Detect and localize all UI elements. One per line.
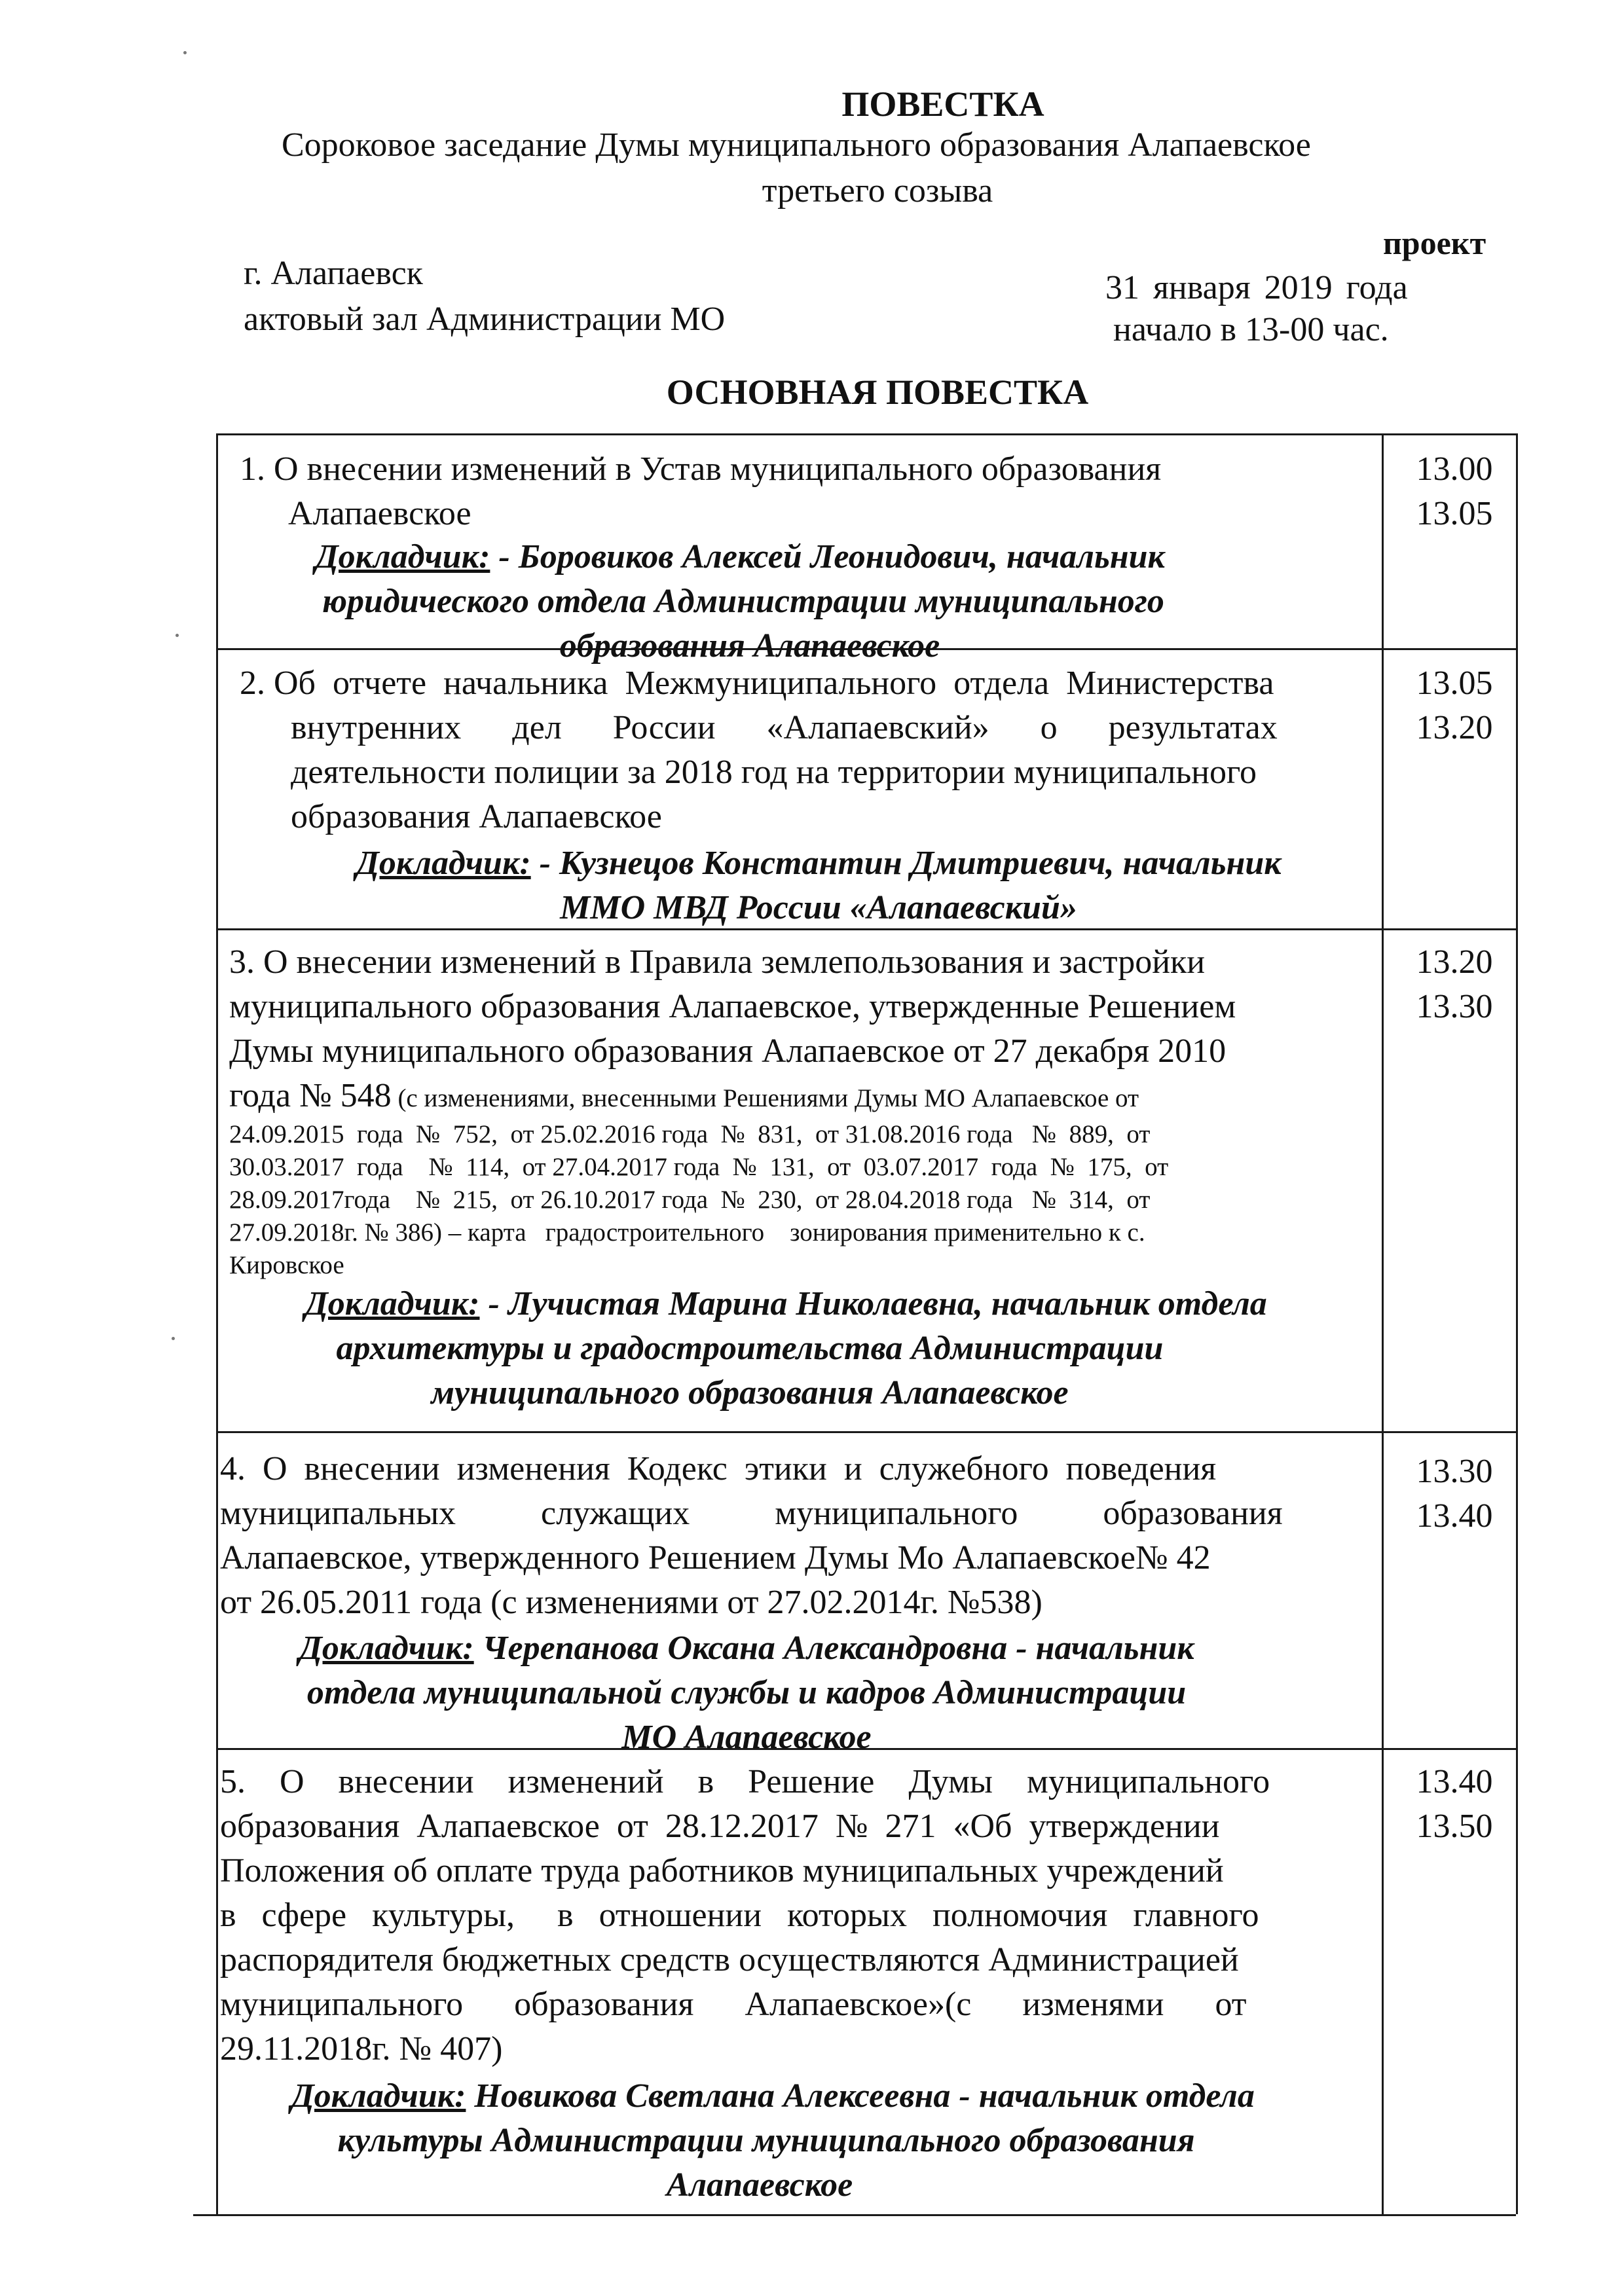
speaker-line-text: - Лучистая Марина Николаевна, начальник отдела <box>488 1285 1267 1322</box>
speaker <box>216 535 1382 668</box>
time-start: 13.05 <box>1416 665 1493 702</box>
draft-status: проект <box>1383 225 1486 261</box>
document-title: ПОВЕСТКА <box>841 84 1044 124</box>
item-text-line: распорядителя бюджетных средств осуществляются Администрацией <box>220 1941 1239 1978</box>
speaker-line <box>216 535 1382 579</box>
time-end: 13.50 <box>1416 1808 1493 1845</box>
item-text-line: муниципальных служащих муниципального образования <box>220 1495 1283 1532</box>
speaker-line: МО Алапаевское <box>621 1719 872 1756</box>
speaker-line-text: - Боровиков Алексей Леонидович, начальник <box>498 538 1165 575</box>
section-title: ОСНОВНАЯ ПОВЕСТКА <box>666 373 1089 412</box>
time-end: 13.20 <box>1416 709 1493 746</box>
speaker-label: Докладчик: <box>356 845 531 882</box>
speaker-line-text: - Кузнецов Константин Дмитриевич, начальник <box>539 845 1282 882</box>
speaker <box>216 2074 1382 2208</box>
item-text <box>216 447 1382 536</box>
speaker-label: Докладчик: <box>291 2077 466 2115</box>
item-text-line: Думы муниципального образования Алапаевское от 27 декабря 2010 <box>229 1032 1227 1070</box>
item-text-segment: года № 548 <box>229 1077 392 1114</box>
item-text-line: в сфере культуры, в отношении которых полномочия главного <box>220 1897 1259 1934</box>
city: г. Алапаевск <box>244 255 423 292</box>
venue: актовый зал Администрации МО <box>244 301 726 338</box>
item-text-line: 28.09.2017года № 215, от 26.10.2017 года № 230, от 28.04.2018 года № 314, от <box>229 1186 1151 1214</box>
time-start: 13.40 <box>1416 1763 1493 1800</box>
item-text-line: 5. О внесении изменений в Решение Думы муниципального <box>220 1763 1270 1800</box>
speaker-line: муниципального образования Алапаевское <box>431 1374 1069 1412</box>
start-time: начало в 13-00 час. <box>1113 311 1389 348</box>
item-text-line: деятельности полиции за 2018 год на территории муниципального <box>291 754 1257 791</box>
speaker-label: Докладчик: <box>304 1285 480 1322</box>
speaker-line: Алапаевское <box>666 2166 853 2204</box>
item-text-line: муниципального образования Алапаевское»(с изменями от <box>220 1986 1247 2023</box>
item-text-line: 30.03.2017 года № 114, от 27.04.2017 года № 131, от 03.07.2017 года № 175, от <box>229 1153 1169 1181</box>
item-text-line: муниципального образования Алапаевское, утвержденные Решением <box>229 988 1236 1025</box>
item-text <box>229 940 1372 1282</box>
time-start: 13.00 <box>1416 450 1493 488</box>
meeting-date: 31 января 2019 года <box>1105 269 1408 306</box>
speaker-line <box>216 841 1382 886</box>
time-start: 13.30 <box>1416 1453 1493 1490</box>
item-text-line: Положения об оплате труда работников муниципальных учреждений <box>220 1852 1224 1889</box>
speaker-line-text: Черепанова Оксана Александровна - начальник <box>473 1630 1194 1667</box>
item-text-line: Алапаевское, утвержденного Решением Думы Мо Алапаевское№ 42 <box>220 1539 1211 1576</box>
speaker-label: Докладчик: <box>299 1630 474 1667</box>
item-text-line <box>229 1074 1372 1118</box>
item-text-line: 29.11.2018г. № 407) <box>220 2030 503 2068</box>
speaker <box>216 1282 1382 1415</box>
item-text <box>220 1447 1366 1625</box>
speaker-line <box>216 1626 1382 1671</box>
scan-speck <box>172 1337 175 1340</box>
scan-speck <box>175 634 179 637</box>
speaker <box>216 1626 1382 1760</box>
item-text-line: 1. О внесении изменений в Устав муниципального образования <box>240 450 1162 488</box>
time-end: 13.40 <box>1416 1497 1493 1535</box>
speaker-line: ММО МВД России «Алапаевский» <box>560 889 1077 926</box>
speaker-line <box>216 1282 1382 1326</box>
time-end: 13.05 <box>1416 495 1493 532</box>
item-text-line: от 26.05.2011 года (с изменениями от 27.02.2014г. №538) <box>220 1584 1043 1621</box>
speaker-line: образования Алапаевское <box>559 627 940 665</box>
item-text-line: 2. Об отчете начальника Межмуниципального отдела Министерства <box>240 665 1274 702</box>
item-text <box>220 1760 1366 2071</box>
time-start: 13.20 <box>1416 943 1493 981</box>
item-text-line: образования Алапаевское <box>291 798 662 835</box>
item-text-line: 24.09.2015 года № 752, от 25.02.2016 года № 831, от 31.08.2016 года № 889, от <box>229 1120 1151 1148</box>
row-divider <box>216 1431 1516 1433</box>
item-text-line: Алапаевское <box>288 495 471 532</box>
speaker <box>216 841 1382 930</box>
speaker-line <box>216 2074 1382 2119</box>
item-text-line: внутренних дел России «Алапаевский» о результатах <box>291 709 1278 746</box>
item-text <box>223 661 1372 839</box>
speaker-line: культуры Администрации муниципального образования <box>337 2122 1195 2159</box>
session-subtitle-line2: третьего созыва <box>762 172 993 210</box>
item-text-line: 3. О внесении изменений в Правила землепользования и застройки <box>229 943 1206 981</box>
session-subtitle-line1: Сороковое заседание Думы муниципального образования Алапаевское <box>282 126 1311 164</box>
table-border-bottom <box>193 2214 1516 2216</box>
item-text-line: 27.09.2018г. № 386) – карта градостроительного зонирования применительно к с. <box>229 1218 1145 1247</box>
item-text-line: 4. О внесении изменения Кодекс этики и служебного поведения <box>220 1450 1217 1487</box>
speaker-line: отдела муниципальной службы и кадров Администрации <box>306 1674 1187 1711</box>
speaker-line-text: Новикова Светлана Алексеевна - начальник отдела <box>466 2077 1255 2115</box>
scan-speck <box>183 51 187 54</box>
item-text-line: Кировское <box>229 1251 344 1279</box>
speaker-line: архитектуры и градостроительства Администрации <box>336 1330 1164 1367</box>
time-end: 13.30 <box>1416 988 1493 1025</box>
table-column-divider <box>1382 433 1384 2214</box>
speaker-label: Докладчик: <box>315 538 490 575</box>
table-border-top <box>216 433 1516 435</box>
item-text-line: образования Алапаевское от 28.12.2017 № 271 «Об утверждении <box>220 1808 1220 1845</box>
item-text-segment: (с изменениями, внесенными Решениями Думы МО Алапаевское от <box>391 1084 1139 1112</box>
speaker-line: юридического отдела Администрации муниципального <box>322 583 1164 620</box>
